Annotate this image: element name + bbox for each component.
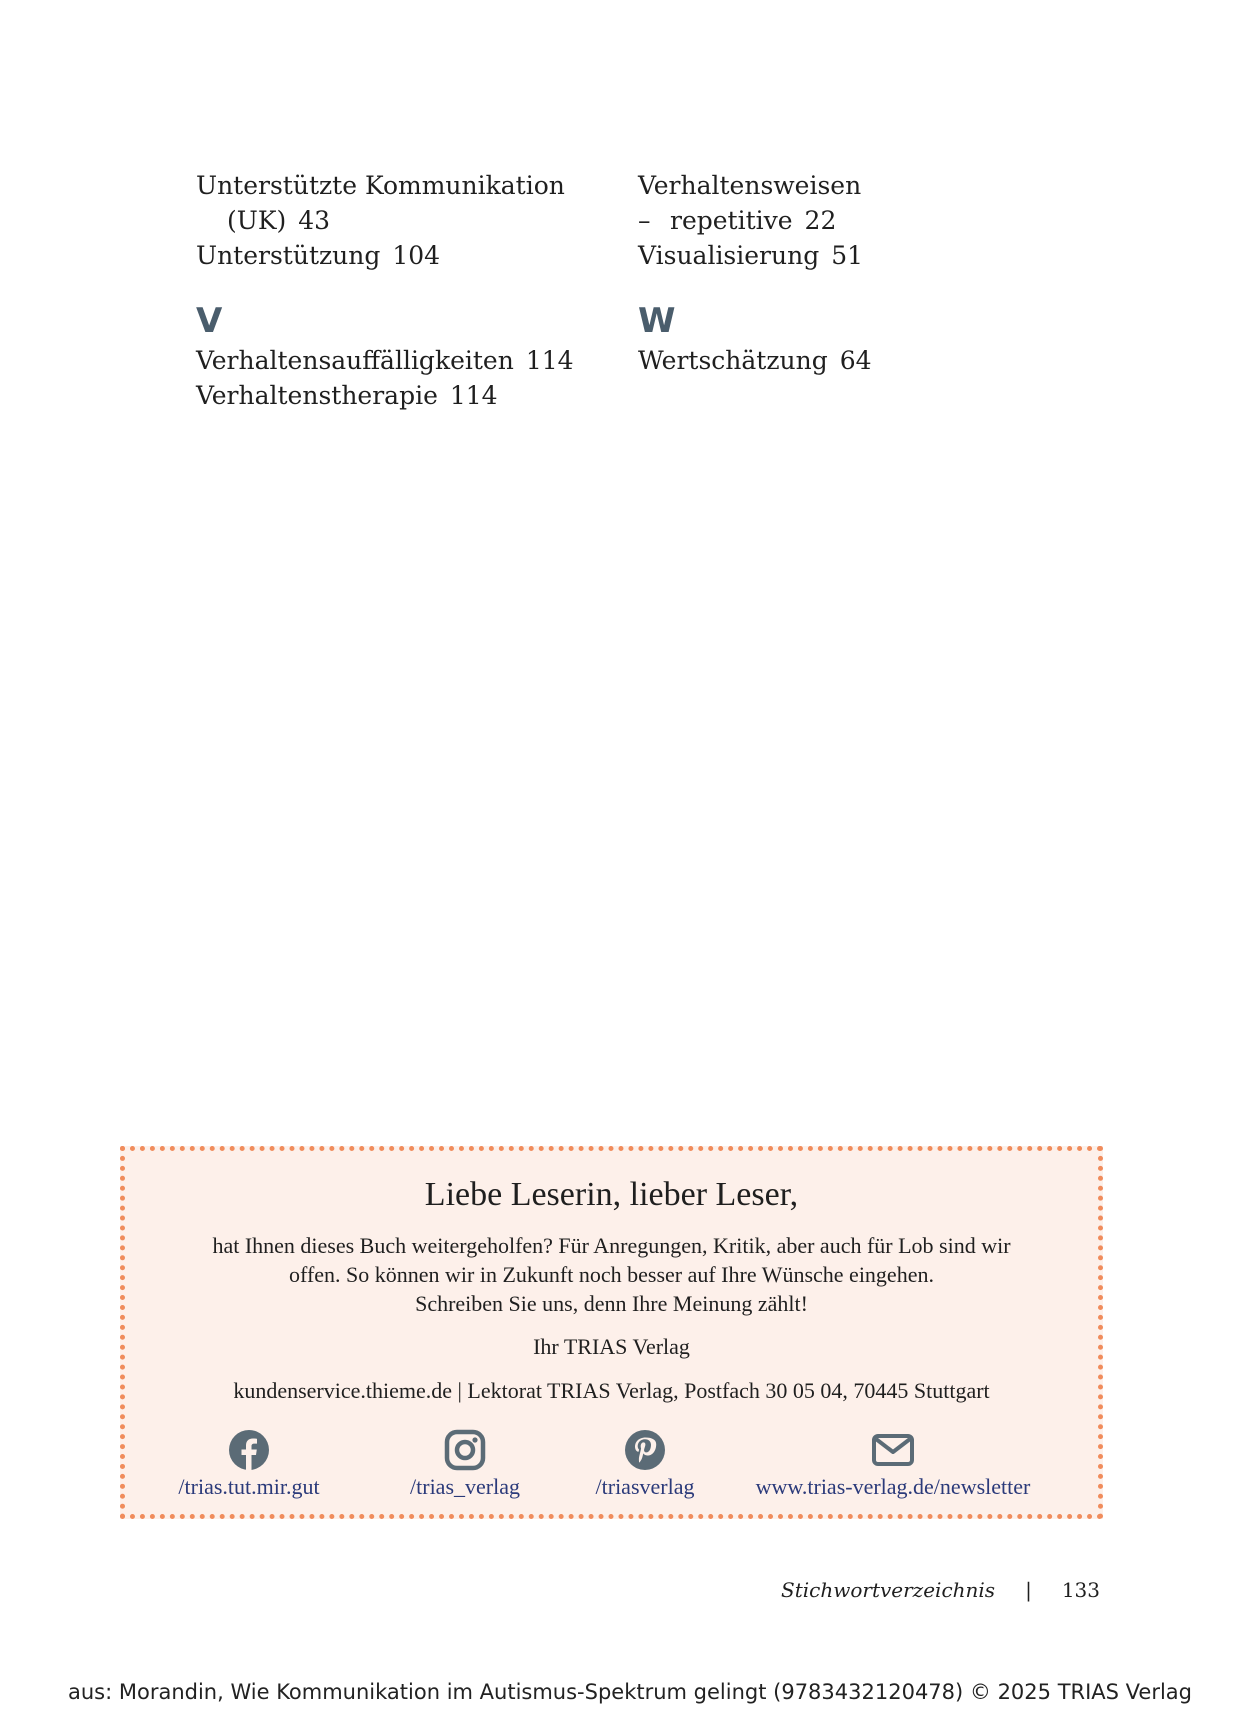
social-handle[interactable]: /trias.tut.mir.gut <box>178 1474 320 1499</box>
social-link-instagram[interactable] <box>380 1429 550 1500</box>
social-link-newsletter[interactable] <box>738 1429 1048 1500</box>
index-page-number: 43 <box>298 206 331 235</box>
index-term: (UK) <box>227 206 287 235</box>
index-page-number: 104 <box>392 241 441 270</box>
reader-box-contact: kundenservice.thieme.de | Lektorat TRIAS Verlag, Postfach 30 05 04, 70445 Stuttgart <box>233 1378 990 1403</box>
reader-box-signature: Ihr TRIAS Verlag <box>533 1334 690 1359</box>
index-page-number: 64 <box>839 346 872 375</box>
page-footer <box>781 1578 1100 1602</box>
footer-section-title: Stichwortverzeichnis <box>781 1578 996 1602</box>
index-dash: – <box>638 206 651 235</box>
index-entry <box>638 168 1058 203</box>
index-page-number: 22 <box>804 206 837 235</box>
social-handle[interactable]: /trias_verlag <box>410 1474 520 1499</box>
reader-box-line: offen. So können wir in Zukunft noch besser auf Ihre Wünsche eingehen. <box>289 1262 934 1287</box>
index-term: Visualisierung <box>638 241 820 270</box>
reader-box-line: hat Ihnen dieses Buch weitergeholfen? Für Anregungen, Kritik, aber auch für Lob sind wir <box>212 1233 1011 1258</box>
index-term: Unterstützte Kommunikation <box>196 171 565 200</box>
index-letter-heading: V <box>196 301 223 341</box>
footer-separator: | <box>1025 1578 1032 1602</box>
index-page-number: 114 <box>449 381 498 410</box>
mail-icon <box>871 1429 915 1471</box>
index-column-left <box>196 168 616 413</box>
index-page-number: 51 <box>831 241 864 270</box>
pinterest-icon <box>624 1429 666 1471</box>
reader-box-line: Schreiben Sie uns, denn Ihre Meinung zählt! <box>415 1291 808 1316</box>
source-attribution: aus: Morandin, Wie Kommunikation im Autismus-Spektrum gelingt (9783432120478) © 2025 TRIAS Verlag <box>67 1680 1192 1704</box>
instagram-icon <box>444 1429 486 1471</box>
social-handle[interactable]: www.trias-verlag.de/newsletter <box>755 1474 1031 1499</box>
reader-box-title: Liebe Leserin, lieber Leser, <box>424 1176 799 1213</box>
index-entry <box>196 168 616 203</box>
index-term: Wertschätzung <box>638 346 828 375</box>
social-handle[interactable]: /triasverlag <box>595 1474 695 1499</box>
index-letter-heading: W <box>638 301 676 341</box>
index-column-right <box>638 168 1058 378</box>
index-term: Verhaltensweisen <box>638 171 862 200</box>
facebook-icon <box>228 1429 270 1471</box>
index-term: repetitive <box>670 206 793 235</box>
index-subentry <box>196 203 616 238</box>
page-number: 133 <box>1061 1578 1100 1602</box>
index-entry <box>196 378 616 413</box>
index-entry <box>196 238 616 273</box>
index-page-number: 114 <box>525 346 574 375</box>
index-term: Verhaltenstherapie <box>196 381 438 410</box>
reader-feedback-box <box>120 1146 1103 1519</box>
index-entry <box>638 343 1058 378</box>
index-entry <box>638 238 1058 273</box>
index-subentry <box>638 203 1058 238</box>
index-term: Unterstützung <box>196 241 381 270</box>
index-term: Verhaltensauffälligkeiten <box>196 346 514 375</box>
index-entry <box>196 343 616 378</box>
social-link-facebook[interactable] <box>165 1429 333 1500</box>
reader-box-body <box>125 1231 1098 1318</box>
social-link-pinterest[interactable] <box>565 1429 725 1500</box>
